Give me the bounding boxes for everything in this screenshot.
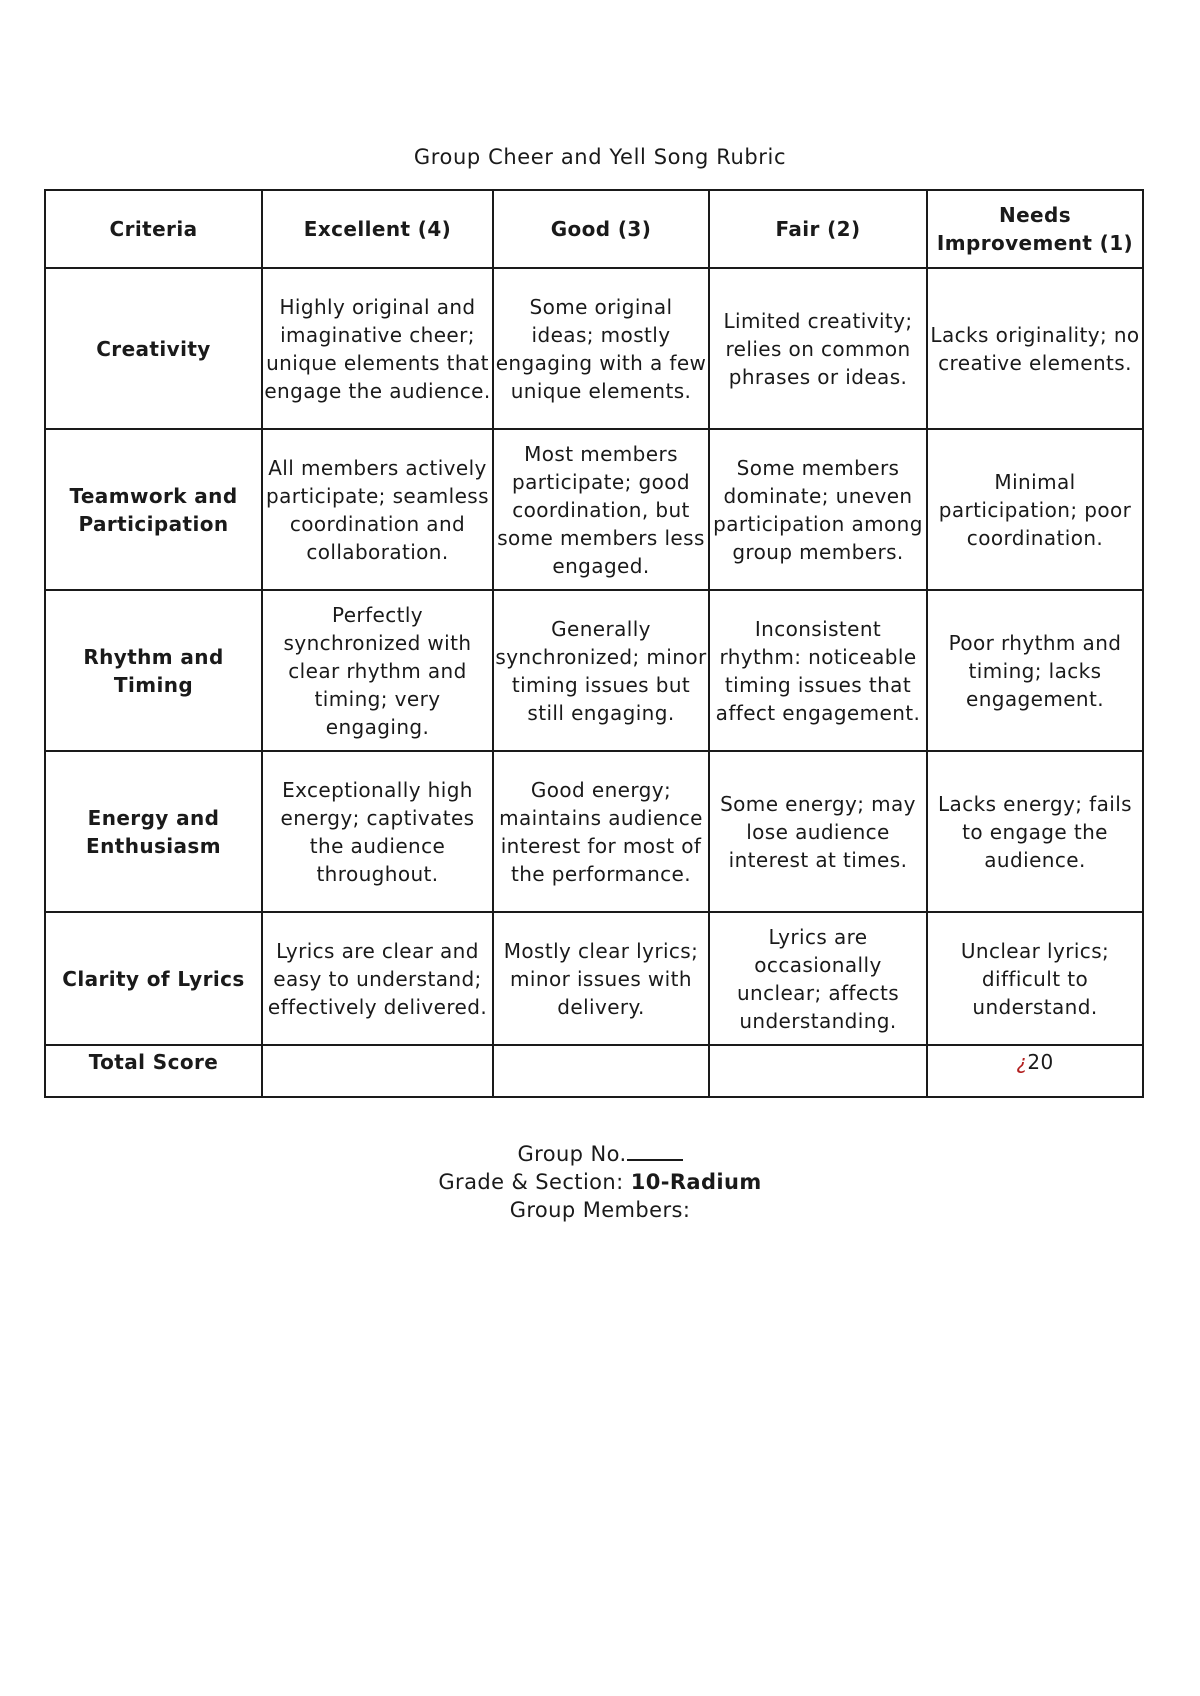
- fair-cell: Some members dominate; uneven participation among group members.: [709, 429, 927, 590]
- needs-cell: Lacks energy; fails to engage the audience.: [927, 751, 1143, 912]
- table-row: [45, 590, 1143, 751]
- group-no-blank[interactable]: [627, 1141, 683, 1161]
- group-no-label: Group No.: [517, 1142, 627, 1166]
- total-score-max-cell[interactable]: [927, 1045, 1143, 1097]
- good-cell: Some original ideas; mostly engaging with a few unique elements.: [493, 268, 709, 429]
- criteria-cell: Clarity of Lyrics: [45, 912, 262, 1045]
- header-row: [45, 190, 1143, 268]
- table-row: [45, 429, 1143, 590]
- header-excellent: Excellent (4): [262, 190, 493, 268]
- total-score-fair-cell[interactable]: [709, 1045, 927, 1097]
- criteria-cell: Rhythm and Timing: [45, 590, 262, 751]
- total-score-good-cell[interactable]: [493, 1045, 709, 1097]
- needs-cell: Minimal participation; poor coordination.: [927, 429, 1143, 590]
- table-row: [45, 912, 1143, 1045]
- group-info: [0, 1140, 1200, 1224]
- missing-glyph-icon: ¿: [1016, 1050, 1028, 1074]
- needs-cell: Unclear lyrics; difficult to understand.: [927, 912, 1143, 1045]
- fair-cell: Lyrics are occasionally unclear; affects understanding.: [709, 912, 927, 1045]
- excellent-cell: Perfectly synchronized with clear rhythm and timing; very engaging.: [262, 590, 493, 751]
- header-good: Good (3): [493, 190, 709, 268]
- excellent-cell: All members actively participate; seamless coordination and collaboration.: [262, 429, 493, 590]
- max-score-value: 20: [1027, 1050, 1054, 1074]
- fair-cell: Limited creativity; relies on common phrases or ideas.: [709, 268, 927, 429]
- good-cell: Mostly clear lyrics; minor issues with delivery.: [493, 912, 709, 1045]
- criteria-cell: Energy and Enthusiasm: [45, 751, 262, 912]
- total-score-row: [45, 1045, 1143, 1097]
- header-criteria: Criteria: [45, 190, 262, 268]
- header-fair: Fair (2): [709, 190, 927, 268]
- table-row: [45, 268, 1143, 429]
- criteria-cell: Creativity: [45, 268, 262, 429]
- criteria-cell: Teamwork and Participation: [45, 429, 262, 590]
- document-title: Group Cheer and Yell Song Rubric: [413, 145, 787, 169]
- excellent-cell: Lyrics are clear and easy to understand; effectively delivered.: [262, 912, 493, 1045]
- good-cell: Good energy; maintains audience interest for most of the performance.: [493, 751, 709, 912]
- excellent-cell: Highly original and imaginative cheer; unique elements that engage the audience.: [262, 268, 493, 429]
- table-row: [45, 751, 1143, 912]
- needs-cell: Poor rhythm and timing; lacks engagement.: [927, 590, 1143, 751]
- good-cell: Generally synchronized; minor timing issues but still engaging.: [493, 590, 709, 751]
- group-members-label: Group Members:: [509, 1198, 691, 1222]
- needs-cell: Lacks originality; no creative elements.: [927, 268, 1143, 429]
- grade-section-label: Grade & Section:: [438, 1170, 631, 1194]
- rubric-table: [44, 189, 1144, 1098]
- grade-section-value: 10-Radium: [630, 1170, 762, 1194]
- total-score-label: Total Score: [45, 1045, 262, 1097]
- fair-cell: Some energy; may lose audience interest at times.: [709, 751, 927, 912]
- grade-section-line: [0, 1168, 1200, 1196]
- total-score-excellent-cell[interactable]: [262, 1045, 493, 1097]
- fair-cell: Inconsistent rhythm: noticeable timing issues that affect engagement.: [709, 590, 927, 751]
- excellent-cell: Exceptionally high energy; captivates the audience throughout.: [262, 751, 493, 912]
- good-cell: Most members participate; good coordination, but some members less engaged.: [493, 429, 709, 590]
- header-needs-improvement: Needs Improvement (1): [927, 190, 1143, 268]
- group-no-line: [0, 1140, 1200, 1168]
